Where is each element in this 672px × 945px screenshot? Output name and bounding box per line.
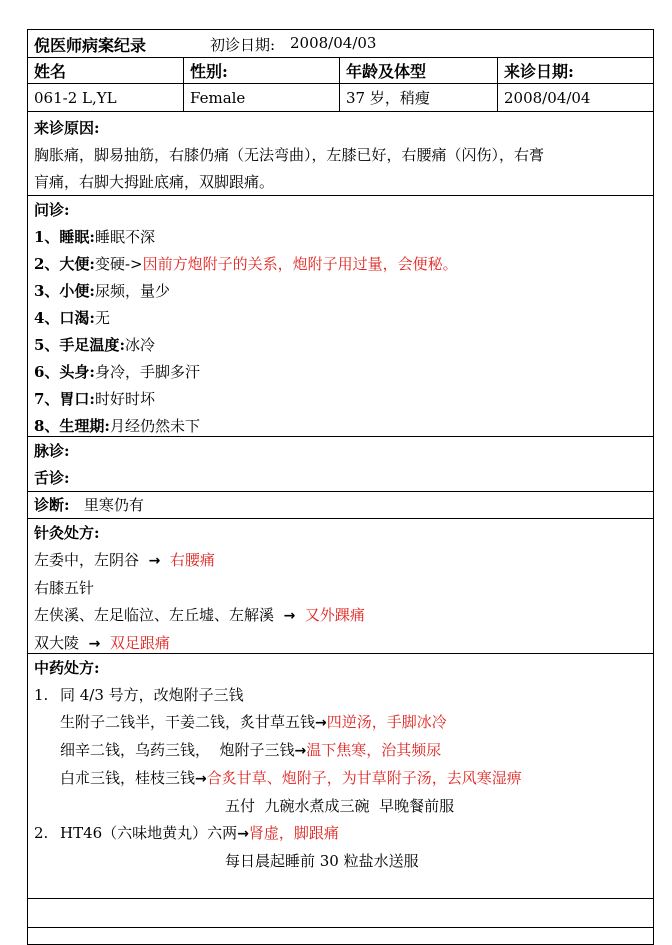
acupoint-text: 左委中，左阴谷 — [34, 551, 140, 569]
herbal-line — [28, 709, 653, 737]
herbal-label: 中药处方: — [34, 659, 100, 677]
item-text: 同 4/3 号方，改炮附子三钱 — [60, 686, 244, 704]
inquiry-item-label: 4、口渴: — [34, 309, 95, 327]
item-note: 肾虚，脚跟痛 — [248, 824, 339, 842]
inquiry-item — [28, 251, 653, 278]
herb-text: 细辛二钱，乌药三钱， 炮附子三钱 — [60, 741, 295, 759]
inquiry-item-value: 冰冷 — [124, 336, 155, 354]
name-header: 姓名 — [28, 58, 184, 83]
first-visit-label: 初诊日期: — [210, 36, 276, 54]
inquiry-item — [28, 386, 653, 413]
inquiry-item — [28, 305, 653, 332]
info-values-row — [28, 84, 653, 112]
inquiry-item-label: 8、生理期: — [34, 417, 110, 435]
page-title: 倪医师病案纪录 — [34, 36, 147, 55]
herbal-section — [28, 654, 653, 899]
inquiry-item-label: 1、睡眠: — [34, 228, 95, 246]
reason-line-1: 胸胀痛，脚易抽筋，右膝仍痛（无法弯曲），左膝已好，右腰痛（闪伤），右膏 — [34, 146, 545, 164]
inquiry-item-value: 睡眠不深 — [94, 228, 155, 246]
acupuncture-line — [28, 602, 653, 630]
diagnosis-section — [28, 492, 653, 519]
herbal-line — [28, 765, 653, 793]
inquiry-label: 问诊: — [34, 201, 70, 219]
inquiry-item-value: 无 — [94, 309, 110, 327]
inquiry-section — [28, 196, 653, 437]
acupuncture-line — [28, 547, 653, 575]
pulse-tongue-section — [28, 437, 653, 492]
inquiry-item-value: 身冷，手脚多汗 — [94, 363, 200, 381]
inquiry-item — [28, 359, 653, 386]
acupoint-text: 左侠溪、左足临泣、左丘墟、左解溪 — [34, 606, 275, 624]
inquiry-item — [28, 413, 653, 440]
herbal-dosage: 每日晨起睡前 30 粒盐水送服 — [225, 852, 419, 870]
patient-id: 061-2 L,YL — [28, 84, 184, 111]
pulse-label: 脉诊: — [34, 442, 70, 460]
empty-row — [28, 899, 653, 928]
herbal-dosage: 五付 九碗水煮成三碗 早晚餐前服 — [225, 797, 455, 815]
arrow-icon: → — [88, 636, 101, 652]
reason-section — [28, 112, 653, 196]
herbal-item-2 — [28, 820, 653, 848]
acupuncture-line — [28, 575, 653, 602]
inquiry-item-label: 7、胃口: — [34, 390, 95, 408]
inquiry-item-label: 3、小便: — [34, 282, 95, 300]
arrow-icon: → — [195, 771, 207, 787]
herbal-item-1 — [28, 682, 653, 709]
acupoint-text: 双大陵 — [34, 634, 80, 652]
inquiry-item — [28, 278, 653, 305]
item-number: 2. — [34, 824, 49, 842]
arrow-icon: → — [294, 743, 307, 759]
diagnosis-label: 诊断: — [34, 496, 70, 514]
inquiry-item-value: 变硬-> — [94, 255, 143, 273]
acupuncture-section — [28, 519, 653, 654]
reason-label: 来诊原因: — [34, 119, 100, 137]
arrow-icon: → — [148, 553, 161, 569]
acupoint-note: 右腰痛 — [169, 551, 215, 569]
inquiry-item-label: 6、头身: — [34, 363, 95, 381]
herb-note: 合炙甘草、炮附子，为甘草附子汤，去风寒湿痹 — [206, 769, 522, 787]
age-value: 37 岁，稍瘦 — [340, 84, 498, 111]
gender-value: Female — [184, 84, 340, 111]
inquiry-item-note: 因前方炮附子的关系，炮附子用过量，会便秘。 — [142, 255, 458, 273]
inquiry-item-label: 2、大便: — [34, 255, 95, 273]
acupuncture-label: 针灸处方: — [34, 524, 100, 542]
record-frame — [27, 29, 654, 945]
inquiry-item-value: 尿频，量少 — [94, 282, 170, 300]
herb-note: 温下焦寒，治其频尿 — [306, 741, 442, 759]
inquiry-item — [28, 224, 653, 251]
diagnosis-line — [28, 492, 653, 518]
inquiry-item-label: 5、手足温度: — [34, 336, 125, 354]
inquiry-item — [28, 332, 653, 359]
gender-header: 性别: — [184, 58, 340, 83]
diagnosis-value: 里寒仍有 — [83, 496, 144, 514]
herbal-line — [28, 737, 653, 765]
info-header-row — [28, 58, 653, 84]
arrow-icon: → — [283, 608, 296, 624]
first-visit-date: 2008/04/03 — [290, 34, 377, 52]
item-text: HT46（六味地黄丸）六两 — [60, 824, 238, 842]
visit-date-header: 来诊日期: — [504, 62, 574, 81]
acupoint-text: 右膝五针 — [34, 579, 95, 597]
herb-text: 生附子二钱半，干姜二钱，炙甘草五钱 — [60, 713, 316, 731]
visit-date-value: 2008/04/04 — [504, 88, 591, 107]
title-row — [28, 30, 653, 58]
arrow-icon: → — [237, 826, 249, 842]
inquiry-item-value: 时好时坏 — [94, 390, 155, 408]
acupoint-note: 又外踝痛 — [304, 606, 365, 624]
tongue-label: 舌诊: — [34, 469, 70, 487]
herb-text: 白朮三钱，桂枝三钱 — [60, 769, 196, 787]
age-header: 年龄及体型 — [340, 58, 498, 83]
herb-note: 四逆汤，手脚冰冷 — [326, 713, 447, 731]
item-number: 1. — [34, 686, 49, 704]
inquiry-item-value: 月经仍然未下 — [109, 417, 200, 435]
acupoint-note: 双足跟痛 — [109, 634, 170, 652]
reason-line-2: 肓痛，右脚大拇趾底痛，双脚跟痛。 — [34, 173, 275, 191]
arrow-icon: → — [315, 715, 327, 731]
